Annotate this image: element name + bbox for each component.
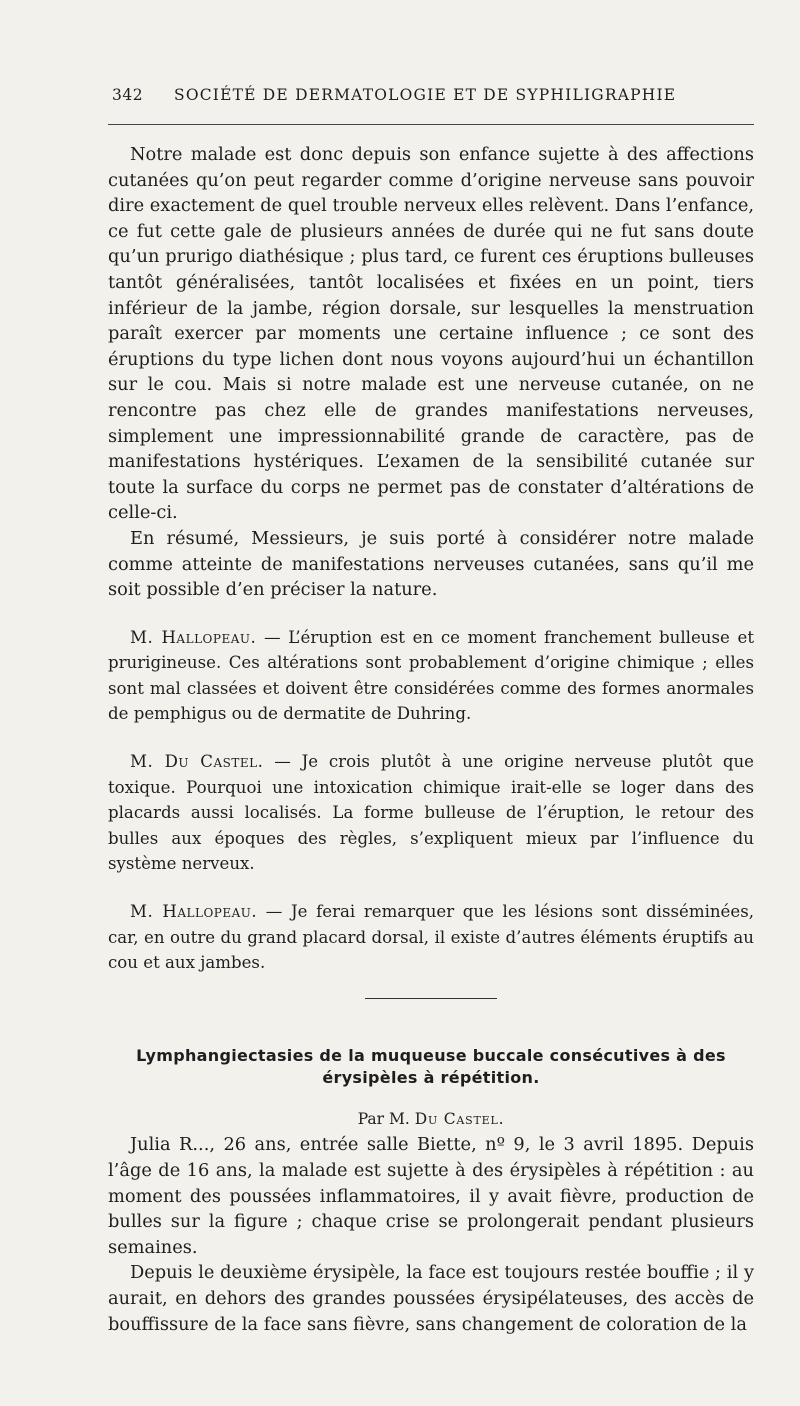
page-body: [108, 142, 754, 1337]
speaker-text: — Je ferai remarquer que les lésions sont disséminées, car, en outre du grand placard dorsal, il existe d’autres éléments éruptifs au cou et aux jambes.: [108, 902, 754, 973]
section-divider: [365, 998, 497, 999]
speaker-name: M. Du Castel.: [130, 752, 264, 772]
byline-author: Du Castel.: [414, 1109, 505, 1128]
speaker-text: — L’éruption est en ce moment franchement bulleuse et prurigineuse. Ces altérations sont probablement d’origine chimique ; elles sont mal classées et doivent être considérées comme des formes anormales de pemphigus ou de dermatite de Duhring.: [108, 627, 754, 724]
paragraph-du-castel: [108, 749, 754, 877]
article-title-line-1: Lymphangiectasies de la muqueuse buccale consécutives à des: [136, 1045, 726, 1065]
byline-prefix: Par M.: [357, 1109, 415, 1128]
paragraph-case-intro: Julia R..., 26 ans, entrée salle Biette, nº 9, le 3 avril 1895. Depuis l’âge de 16 ans, la malade est sujette à des érysipèles à répétition : au moment des poussées inflammatoires, il y avait fièvre, production de bulles sur la figure ; chaque crise se prolongerait pendant plusieurs semaines.: [108, 1134, 754, 1258]
article-byline: [108, 1107, 754, 1133]
article-title: [108, 1045, 754, 1089]
header-rule: [108, 124, 754, 125]
paragraph-hallopeau-1: [108, 625, 754, 727]
speaker-text: — Je crois plutôt à une origine nerveuse plutôt que toxique. Pourquoi une intoxication chimique irait-elle se loger dans des placards aussi localisés. La forme bulleuse de l’éruption, le retour des bulles aux époques des règles, s’expliquent mieux par l’influence du système nerveux.: [108, 752, 754, 874]
running-header: [112, 86, 752, 104]
article-title-line-2: érysipèles à répétition.: [322, 1067, 540, 1087]
paragraph-conclusion: Notre malade est donc depuis son enfance sujette à des affections cutanées qu’on peut regarder comme d’origine nerveuse sans pouvoir dire exactement de quel trouble nerveux elles relèvent. Dans l’enfance, ce fut cette gale de plusieurs années de durée qui ne fut sans doute qu’un prurigo diathésique ; plus tard, ce furent ces éruptions bulleuses tantôt généralisées, tantôt localisées et fixées en un point, tiers inférieur de la jambe, région dorsale, sur lesquelles la menstruation paraît exercer par moments une certaine influence ; ce sont des éruptions du type lichen dont nous voyons aujourd’hui un échantillon sur le cou. Mais si notre malade est une nerveuse cutanée, on ne rencontre pas chez elle de grandes manifestations nerveuses, simplement une impressionnabilité grande de caractère, pas de manifestations hystériques. L’examen de la sensibilité cutanée sur toute la surface du corps ne permet pas de constater d’altérations de celle-ci.: [108, 144, 754, 524]
page-number: 342: [112, 86, 144, 104]
speaker-name: M. Hallopeau.: [130, 627, 257, 647]
paragraph-hallopeau-2: [108, 899, 754, 976]
running-title: SOCIÉTÉ DE DERMATOLOGIE ET DE SYPHILIGRAPHIE: [174, 86, 677, 104]
paragraph-case-detail: Depuis le deuxième érysipèle, la face est toujours restée bouffie ; il y aurait, en dehors des grandes poussées érysipélateuses, des accès de bouffissure de la face sans fièvre, sans changement de coloration de la: [108, 1262, 754, 1335]
speaker-name: M. Hallopeau.: [130, 902, 258, 922]
paragraph-summary: En résumé, Messieurs, je suis porté à considérer notre malade comme atteinte de manifestations nerveuses cutanées, sans qu’il me soit possible d’en préciser la nature.: [108, 527, 754, 601]
